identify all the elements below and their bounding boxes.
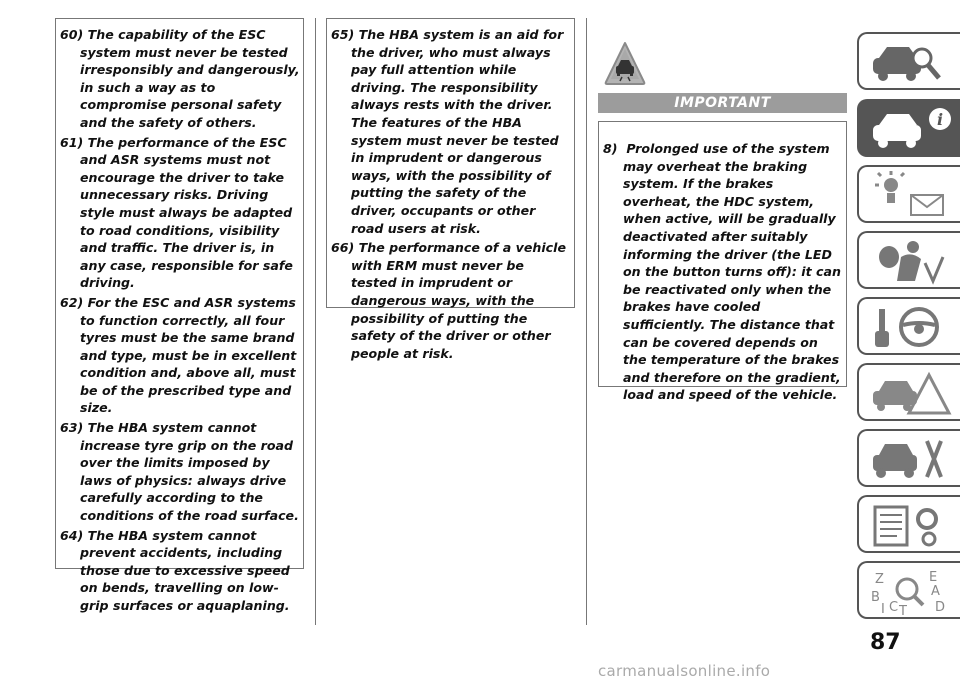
tab-starting-driving[interactable]: [857, 297, 960, 355]
car-emergency-icon: [867, 369, 957, 417]
important-heading: IMPORTANT: [598, 93, 847, 113]
warnings-box-middle: [326, 18, 575, 361]
important-box: [598, 121, 847, 403]
page-number: 87: [870, 630, 901, 655]
svg-text:E: E: [929, 570, 938, 585]
tab-knowing-your-car[interactable]: [857, 99, 960, 157]
watermark-text: carmanualsonline.info: [598, 662, 771, 680]
key-steering-wheel-icon: [867, 303, 957, 351]
tab-getting-to-know-car[interactable]: [857, 32, 960, 90]
warning-item-65: 65) The HBA system is an aid for the driver, who must always pay full attention while driving. The responsibility always rests with the driver. The features of the HBA system must never be tested in imprudent or dangerous ways, with the possibility of putting the safety of the driver, occupants or other road users at risk.: [331, 27, 564, 236]
tab-safety[interactable]: [857, 231, 960, 289]
svg-text:D: D: [935, 600, 946, 615]
svg-text:C: C: [889, 600, 899, 615]
warning-item-60: 60) The capability of the ESC system must never be tested irresponsibly and dangerously, in such a way as to compromise personal safety and the safety of others.: [60, 27, 300, 130]
warning-item-63: 63) The HBA system cannot increase tyre grip on the road over the limits imposed by laws of physics: always drive carefully according to the conditions of the road surface.: [60, 420, 299, 524]
car-maintenance-icon: [867, 435, 957, 483]
important-item-8: 8) Prolonged use of the system may overheat the braking system. If the brakes overheat, the HDC system, when active, will be gradually deactivated after suitably informing the driver (the LED on the button turns off): it can be reactivated only when the brakes have cooled sufficiently. The distance that can be covered depends on the temperature of the brakes and therefore on the gradient, load and speed of the vehicle.: [603, 141, 841, 403]
warning-light-message-icon: [867, 171, 957, 219]
warning-item-66: 66) The performance of a vehicle with ERM must never be tested in imprudent or dangerous ways, with the possibility of putting the safety of the driver or other people at risk.: [331, 240, 566, 361]
warning-item-62: 62) For the ESC and ASR systems to function correctly, all four tyres must be the same brand and type, must be in excellent condition and, above all, must be of the prescribed type and size.: [60, 294, 297, 416]
svg-text:Z: Z: [875, 572, 884, 587]
tab-warning-lights-messages[interactable]: [857, 165, 960, 223]
car-search-icon: [867, 38, 957, 86]
column-divider-left: [315, 18, 316, 625]
svg-text:I: I: [881, 602, 885, 615]
tab-index[interactable]: [857, 561, 960, 619]
svg-text:B: B: [871, 590, 880, 605]
tab-in-an-emergency[interactable]: [857, 363, 960, 421]
tab-servicing-maintenance[interactable]: [857, 429, 960, 487]
column-divider-right: [586, 18, 587, 625]
svg-text:A: A: [931, 584, 940, 599]
car-info-icon: [867, 105, 957, 153]
warning-item-61: 61) The performance of the ESC and ASR systems must not encourage the driver to take unnecessary risks. Driving style must always be adapted to road conditions, visibility and traffic. The driver is, in any case, responsible for safe driving.: [60, 134, 293, 291]
alphabetical-index-icon: [867, 567, 957, 615]
tab-technical-data[interactable]: [857, 495, 960, 553]
warnings-box-left: [55, 18, 304, 613]
svg-text:i: i: [936, 110, 944, 129]
technical-data-icon: [867, 501, 957, 549]
airbag-seat-icon: [867, 237, 957, 285]
warning-triangle-icon: [603, 40, 647, 90]
svg-text:T: T: [899, 604, 907, 615]
warning-item-64: 64) The HBA system cannot prevent accidents, including those due to excessive speed on bends, travelling on low-grip surfaces or aquaplaning.: [60, 527, 290, 613]
